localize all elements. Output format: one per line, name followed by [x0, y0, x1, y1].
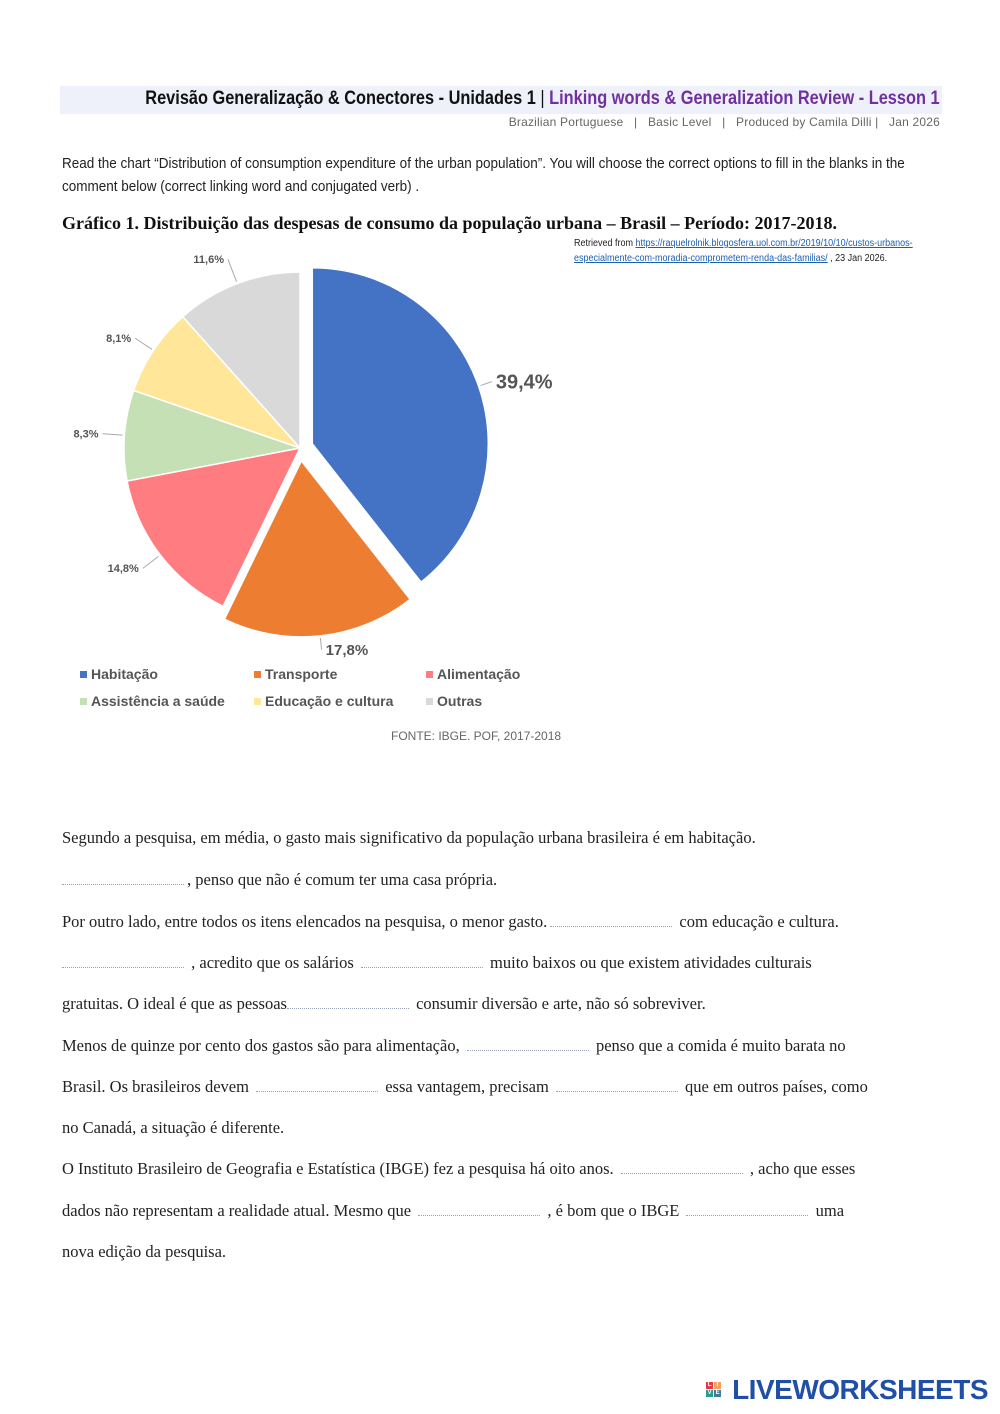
- logo-text: LIVEWORKSHEETS: [732, 1374, 988, 1405]
- legend-swatch: [254, 698, 261, 705]
- logo-tile: V: [707, 1390, 712, 1396]
- legend-label: Educação e cultura: [265, 693, 394, 709]
- legend-swatch: [254, 671, 261, 678]
- leader-line-alimentacao: [143, 556, 159, 568]
- worksheet-title: [146, 88, 940, 110]
- retrieved-suffix: , 23 Jan 2026.: [827, 253, 888, 264]
- text-segment: dados não representam a realidade atual. Mesmo que: [62, 1201, 416, 1220]
- text-line-4: [62, 953, 812, 973]
- title-separator: |: [540, 88, 546, 109]
- text-segment: muito baixos ou que existem atividades culturais: [485, 953, 812, 972]
- text-line-3: [62, 912, 839, 932]
- liveworksheets-logo: [706, 1374, 988, 1408]
- data-label-habitacao: 39,4%: [495, 371, 553, 394]
- text-segment: Por outro lado, entre todos os itens elencados na pesquisa, o menor gasto.: [62, 912, 548, 931]
- text-segment: Menos de quinze por cento dos gastos são para alimentação,: [62, 1036, 464, 1055]
- text-segment: , acredito que os salários: [187, 953, 358, 972]
- legend-label: Assistência a saúde: [91, 693, 225, 709]
- legend-swatch: [80, 698, 87, 705]
- text-line-9: [62, 1159, 855, 1179]
- worksheet-subtitle: Brazilian Portuguese | Basic Level | Produced by Camila Dilli | Jan 2026: [508, 115, 940, 129]
- legend-swatch: [426, 671, 433, 678]
- leader-line-outras: [228, 259, 237, 281]
- blank-input[interactable]: [361, 953, 483, 968]
- legend-swatch: [426, 698, 433, 705]
- text-segment: Brasil. Os brasileiros devem: [62, 1077, 254, 1096]
- legend-swatch: [80, 671, 87, 678]
- legend-item-alimentacao: [426, 666, 520, 682]
- pie-chart: [60, 250, 580, 660]
- legend-label: Alimentação: [437, 666, 521, 682]
- logo-tile: I: [714, 1382, 721, 1389]
- leader-line-transporte: [320, 638, 321, 650]
- data-label-alimentacao: 14,8%: [107, 563, 139, 576]
- blank-input[interactable]: [418, 1201, 540, 1216]
- blank-input[interactable]: [550, 912, 672, 927]
- title-english: Linking words & Generalization Review - Lesson 1: [549, 88, 940, 109]
- text-segment: , penso que não é comum ter uma casa própria.: [187, 870, 498, 889]
- chart-source: FONTE: IBGE. POF, 2017-2018: [391, 729, 562, 743]
- text-segment: uma: [811, 1201, 845, 1220]
- text-segment: essa vantagem, precisam: [381, 1077, 553, 1096]
- chart-heading: Gráfico 1. Distribuição das despesas de consumo da população urbana – Brasil – Período: 2017-2018.: [62, 213, 838, 233]
- leader-line-assistencia-a-saude: [103, 434, 123, 435]
- legend-item-educacao-e-cultura: [254, 693, 393, 709]
- leader-line-habitacao: [481, 382, 492, 386]
- text-line-6: [62, 1036, 846, 1056]
- text-line-1: [62, 828, 756, 848]
- retrieved-note: [574, 236, 934, 266]
- instructions: Read the chart “Distribution of consumption expenditure of the urban population”. You will choose the correct options to fill in the blanks in the comment below (correct linking word and conjugated verb) .: [62, 155, 905, 195]
- text-segment: , acho que esses: [745, 1159, 856, 1178]
- blank-input[interactable]: [287, 994, 409, 1009]
- data-label-outras: 11,6%: [193, 254, 225, 267]
- text-segment: que em outros países, como: [680, 1077, 868, 1096]
- blank-input[interactable]: [686, 1201, 808, 1216]
- legend-item-assistencia-a-saude: [80, 693, 225, 709]
- text-segment: com educação e cultura.: [675, 912, 839, 931]
- text-segment: consumir diversão e arte, não só sobreviver.: [411, 994, 706, 1013]
- legend-item-habitacao: [80, 666, 158, 682]
- legend-label: Outras: [437, 693, 483, 709]
- text-segment: O Instituto Brasileiro de Geografia e Estatística (IBGE) fez a pesquisa há oito anos.: [62, 1159, 618, 1178]
- source-link[interactable]: https://raquelrolnik.blogosfera.uol.com.br/2019/10/10/custos-urbanos-especialmente-com-moradia-comprometem-renda-das-familias/: [574, 238, 913, 264]
- data-label-transporte: 17,8%: [325, 642, 369, 660]
- blank-input[interactable]: [556, 1077, 678, 1092]
- text-segment: , é bom que o IBGE: [543, 1201, 684, 1220]
- legend-item-outras: [426, 693, 482, 709]
- text-line-5: [62, 994, 706, 1014]
- blank-input[interactable]: [62, 953, 184, 968]
- text-segment: Segundo a pesquisa, em média, o gasto mais significativo da população urbana brasileira é em habitação.: [62, 828, 756, 847]
- text-segment: nova edição da pesquisa.: [62, 1242, 227, 1261]
- text-segment: gratuitas. O ideal é que as pessoas: [62, 994, 287, 1013]
- logo-tile: L: [707, 1382, 712, 1388]
- liveworksheets-logo-icon: [706, 1378, 730, 1402]
- blank-input[interactable]: [256, 1077, 378, 1092]
- text-line-2: [62, 870, 497, 890]
- text-line-7: [62, 1077, 868, 1097]
- retrieved-prefix: Retrieved from: [574, 238, 636, 249]
- legend-label: Transporte: [265, 666, 338, 682]
- legend-item-transporte: [254, 666, 337, 682]
- text-segment: no Canadá, a situação é diferente.: [62, 1118, 285, 1137]
- legend-label: Habitação: [91, 666, 158, 682]
- blank-input[interactable]: [621, 1159, 743, 1174]
- blank-input[interactable]: [467, 1036, 589, 1051]
- logo-tile: E: [715, 1390, 720, 1396]
- text-segment: penso que a comida é muito barata no: [591, 1036, 846, 1055]
- text-line-8: [62, 1118, 284, 1138]
- blank-input[interactable]: [62, 870, 184, 885]
- data-label-assistencia-a-saude: 8,3%: [73, 428, 99, 441]
- title-portuguese: Revisão Generalização & Conectores - Unidades 1: [145, 88, 537, 109]
- data-label-educacao-e-cultura: 8,1%: [106, 333, 132, 346]
- leader-line-educacao-e-cultura: [135, 338, 152, 349]
- text-line-11: [62, 1242, 226, 1262]
- text-line-10: [62, 1201, 844, 1221]
